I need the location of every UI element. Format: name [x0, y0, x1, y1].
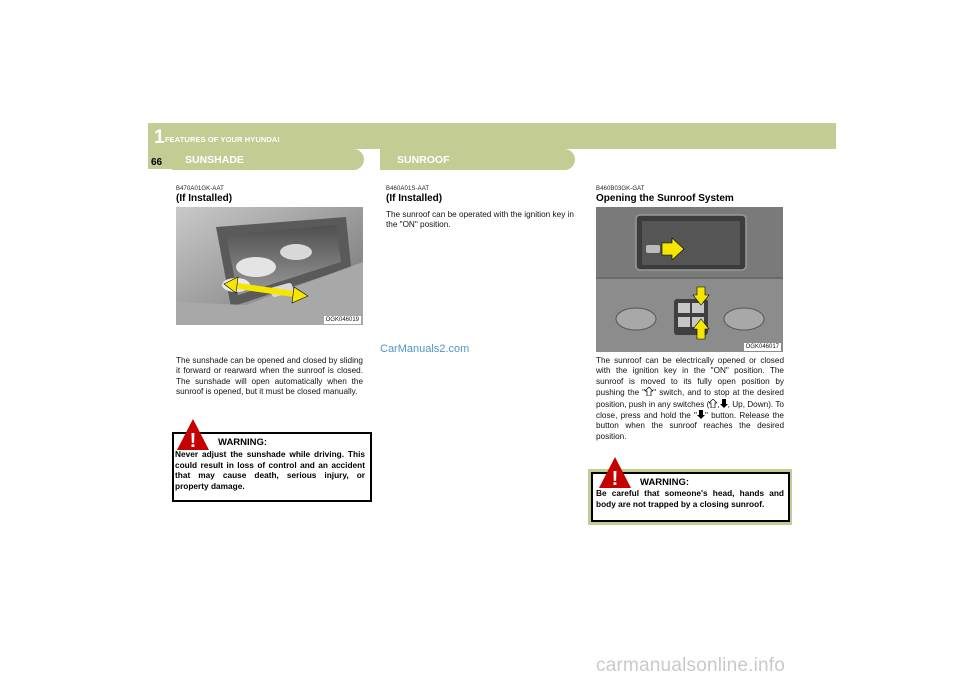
opening-body-part2: " switch, and to stop at the desired position, push in any switches (	[596, 388, 784, 409]
svg-text:!: !	[189, 430, 197, 452]
sunshade-photo	[176, 207, 363, 325]
watermark[interactable]: CarManuals2.com	[380, 343, 470, 355]
opening-warning-text: Be careful that someone's head, hands and body are not trapped by a closing sunroof.	[596, 488, 784, 509]
sunshade-code: B470A01GK-AAT	[176, 186, 224, 192]
sunshade-warning-title: WARNING:	[218, 437, 268, 448]
page-number: 66	[151, 157, 163, 168]
sunshade-photo-code: OGK046019	[325, 317, 359, 323]
opening-subhead: Opening the Sunroof System	[596, 193, 734, 204]
svg-text:!: !	[611, 468, 619, 490]
sunroof-switch-photo	[596, 207, 783, 352]
sunroof-code: B460A01S-AAT	[386, 186, 430, 192]
footer-link[interactable]: carmanualsonline.info	[596, 655, 786, 676]
opening-body-part1: The sunroof can be electrically opened or closed with the ignition key in the "ON" position. The sunroof is moved to its fully open position by pushing the "	[596, 356, 784, 398]
chapter-title: FEATURES OF YOUR HYUNDAI	[165, 135, 280, 144]
opening-code: B460B03GK-GAT	[596, 186, 645, 192]
sunroof-subhead: (If Installed)	[386, 193, 443, 204]
sunshade-subhead: (If Installed)	[176, 193, 233, 204]
down-arrow-solid-icon	[697, 410, 705, 419]
up-arrow-outline-icon	[709, 399, 717, 408]
sunroof-tab-label: SUNROOF	[397, 154, 450, 166]
warning-triangle-icon	[176, 418, 210, 452]
opening-body-part3: , Up, Down). To close, press and hold the "	[596, 399, 784, 421]
sunshade-tab-label: SUNSHADE	[185, 154, 244, 166]
sunshade-warning-text: Never adjust the sunshade while driving. This could result in loss of control and an accident that may cause death, serious injury, or property damage.	[175, 449, 365, 491]
sunroof-body: The sunroof can be operated with the ignition key in the "ON" position.	[386, 210, 574, 230]
opening-body: The sunroof can be electrically opened or closed with the ignition key in the "ON" position. The sunroof is moved to its fully open position by pushing the " " switch, and to stop at the desired position, push in any switches ( , , Up, Down). To close, press and hold the " " button. Release the button when the sunroof reaches the desired position.	[596, 356, 784, 441]
opening-photo-code: OGK046017	[745, 344, 779, 350]
opening-body-part4: " button. Release the button when the sunroof reaches the desired position.	[596, 411, 784, 441]
chapter-number: 1	[154, 127, 165, 148]
sunshade-body: The sunshade can be opened and closed by sliding it forward or rearward when the sunroof is closed. The sunshade will open automatically when the sunroof is opened, but it must be closed manually.	[176, 356, 363, 397]
down-arrow-solid-icon	[720, 399, 728, 408]
opening-warning-title: WARNING:	[640, 477, 690, 488]
up-arrow-outline-icon	[645, 387, 653, 396]
warning-triangle-icon	[598, 456, 632, 490]
